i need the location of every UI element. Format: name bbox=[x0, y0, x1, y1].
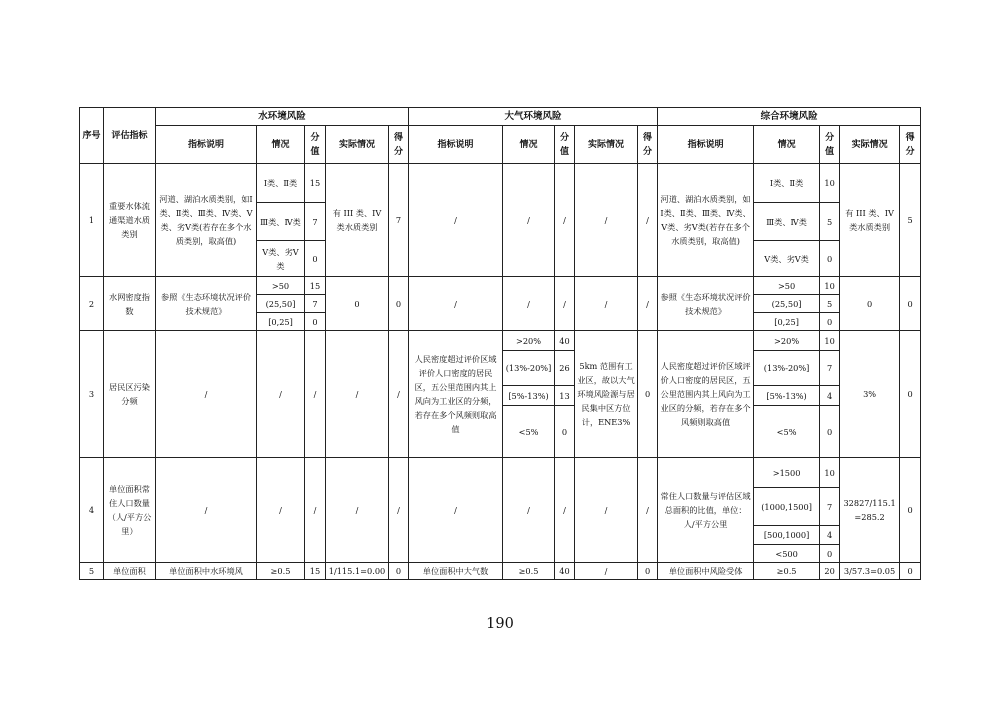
air-got: / bbox=[638, 458, 658, 563]
comb-situation: [500,1000] bbox=[754, 526, 820, 545]
comb-actual: 0 bbox=[840, 277, 900, 331]
water-score: / bbox=[305, 458, 326, 563]
air-situation: [5%-13%) bbox=[503, 386, 555, 406]
air-score: 0 bbox=[555, 406, 575, 458]
comb-got: 0 bbox=[900, 277, 921, 331]
header-comb-score: 分值 bbox=[820, 126, 840, 164]
water-actual: / bbox=[326, 458, 389, 563]
comb-situation: Ⅲ类、Ⅳ类 bbox=[754, 203, 820, 241]
air-score: 13 bbox=[555, 386, 575, 406]
risk-assessment-table bbox=[79, 107, 921, 580]
comb-desc: 参照《生态环境状况评价技术规范》 bbox=[658, 277, 754, 331]
comb-situation: Ⅰ类、Ⅱ类 bbox=[754, 164, 820, 203]
header-water-got: 得分 bbox=[389, 126, 409, 164]
air-score: / bbox=[555, 164, 575, 277]
water-score: / bbox=[305, 331, 326, 458]
air-desc: 人民密度超过评价区域评价人口密度的居民区，五公里范围内其上风向为工业区的分频，若存在多个风频则取高值 bbox=[409, 331, 503, 458]
header-water-score: 分值 bbox=[305, 126, 326, 164]
table-row bbox=[80, 277, 921, 295]
comb-score: 0 bbox=[820, 313, 840, 331]
table-row bbox=[80, 458, 921, 488]
water-situation: [0,25] bbox=[257, 313, 305, 331]
water-situation: Ⅰ类、Ⅱ类 bbox=[257, 164, 305, 203]
comb-score: 4 bbox=[820, 386, 840, 406]
water-situation: >50 bbox=[257, 277, 305, 295]
air-situation: (13%-20%] bbox=[503, 351, 555, 386]
water-actual: / bbox=[326, 331, 389, 458]
air-score: / bbox=[555, 277, 575, 331]
comb-score: 5 bbox=[820, 295, 840, 313]
air-desc: 单位面积中大气数 bbox=[409, 563, 503, 580]
header-water-actual: 实际情况 bbox=[326, 126, 389, 164]
air-desc: / bbox=[409, 277, 503, 331]
row-indicator: 单位面积常住人口数量（人/平方公里） bbox=[104, 458, 156, 563]
water-score: 7 bbox=[305, 203, 326, 241]
water-situation: / bbox=[257, 331, 305, 458]
air-score: / bbox=[555, 458, 575, 563]
air-desc: / bbox=[409, 458, 503, 563]
comb-situation: ≥0.5 bbox=[754, 563, 820, 580]
row-index: 2 bbox=[80, 277, 104, 331]
air-actual: 5km 范围有工业区，故以大气环境风险源与居民集中区方位计，ENE3% bbox=[575, 331, 638, 458]
comb-situation: (1000,1500] bbox=[754, 488, 820, 526]
comb-score: 5 bbox=[820, 203, 840, 241]
water-score: 0 bbox=[305, 313, 326, 331]
row-index: 1 bbox=[80, 164, 104, 277]
header-index: 序号 bbox=[80, 108, 104, 164]
comb-situation: <5% bbox=[754, 406, 820, 458]
comb-desc: 河道、湖泊水质类别，如Ⅰ类、Ⅱ类、Ⅲ类、Ⅳ类、Ⅴ类、劣Ⅴ类(若存在多个水质类别，取高值) bbox=[658, 164, 754, 277]
header-air-situation: 情况 bbox=[503, 126, 555, 164]
water-got: 0 bbox=[389, 563, 409, 580]
comb-situation: (13%-20%] bbox=[754, 351, 820, 386]
water-got: 7 bbox=[389, 164, 409, 277]
water-score: 15 bbox=[305, 563, 326, 580]
comb-score: 4 bbox=[820, 526, 840, 545]
comb-situation: [0,25] bbox=[754, 313, 820, 331]
water-situation: Ⅴ类、劣Ⅴ类 bbox=[257, 241, 305, 277]
header-combined-section: 综合环境风险 bbox=[658, 108, 921, 126]
comb-situation: >20% bbox=[754, 331, 820, 351]
comb-situation: >50 bbox=[754, 277, 820, 295]
air-situation: / bbox=[503, 164, 555, 277]
header-water-situation: 情况 bbox=[257, 126, 305, 164]
air-situation: >20% bbox=[503, 331, 555, 351]
comb-actual: 有 III 类、IV 类水质类别 bbox=[840, 164, 900, 277]
header-comb-situation: 情况 bbox=[754, 126, 820, 164]
water-got: / bbox=[389, 458, 409, 563]
air-actual: / bbox=[575, 563, 638, 580]
water-desc: 单位面积中水环境风 bbox=[156, 563, 257, 580]
comb-score: 7 bbox=[820, 488, 840, 526]
header-air-score: 分值 bbox=[555, 126, 575, 164]
row-index: 5 bbox=[80, 563, 104, 580]
table-row bbox=[80, 331, 921, 351]
comb-got: 0 bbox=[900, 563, 921, 580]
header-indicator: 评估指标 bbox=[104, 108, 156, 164]
header-comb-actual: 实际情况 bbox=[840, 126, 900, 164]
air-got: 0 bbox=[638, 563, 658, 580]
water-score: 7 bbox=[305, 295, 326, 313]
comb-situation: <500 bbox=[754, 545, 820, 563]
water-desc: 参照《生态环境状况评价技术规范》 bbox=[156, 277, 257, 331]
water-actual: 有 III 类、IV 类水质类别 bbox=[326, 164, 389, 277]
comb-situation: (25,50] bbox=[754, 295, 820, 313]
comb-situation: >1500 bbox=[754, 458, 820, 488]
water-actual: 1/115.1=0.00 bbox=[326, 563, 389, 580]
row-indicator: 单位面积 bbox=[104, 563, 156, 580]
comb-actual: 32827/115.1=285.2 bbox=[840, 458, 900, 563]
table-row bbox=[80, 563, 921, 580]
comb-got: 0 bbox=[900, 458, 921, 563]
air-score: 40 bbox=[555, 331, 575, 351]
water-situation: / bbox=[257, 458, 305, 563]
air-desc: / bbox=[409, 164, 503, 277]
water-situation: ≥0.5 bbox=[257, 563, 305, 580]
comb-desc: 单位面积中风险受体 bbox=[658, 563, 754, 580]
comb-got: 0 bbox=[900, 331, 921, 458]
comb-score: 10 bbox=[820, 164, 840, 203]
air-score: 26 bbox=[555, 351, 575, 386]
air-got: / bbox=[638, 277, 658, 331]
water-desc: 河道、湖泊水质类别，如Ⅰ类、Ⅱ类、Ⅲ类、Ⅳ类、Ⅴ类、劣Ⅴ类(若存在多个水质类别，取高值) bbox=[156, 164, 257, 277]
water-got: / bbox=[389, 331, 409, 458]
row-indicator: 水网密度指数 bbox=[104, 277, 156, 331]
comb-actual: 3/57.3=0.05 bbox=[840, 563, 900, 580]
header-air-actual: 实际情况 bbox=[575, 126, 638, 164]
comb-score: 0 bbox=[820, 241, 840, 277]
header-air-section: 大气环境风险 bbox=[409, 108, 658, 126]
comb-desc: 常住人口数量与评估区域总面积的比值，单位：人/平方公里 bbox=[658, 458, 754, 563]
header-row-sections bbox=[80, 108, 921, 126]
comb-situation: [5%-13%) bbox=[754, 386, 820, 406]
water-score: 15 bbox=[305, 277, 326, 295]
header-air-desc: 指标说明 bbox=[409, 126, 503, 164]
comb-score: 0 bbox=[820, 406, 840, 458]
air-got: / bbox=[638, 164, 658, 277]
water-situation: Ⅲ类、Ⅳ类 bbox=[257, 203, 305, 241]
header-air-got: 得分 bbox=[638, 126, 658, 164]
comb-desc: 人民密度超过评价区域评价人口密度的居民区，五公里范围内其上风向为工业区的分频，若存在多个风频则取高值 bbox=[658, 331, 754, 458]
comb-situation: Ⅴ类、劣Ⅴ类 bbox=[754, 241, 820, 277]
comb-score: 7 bbox=[820, 351, 840, 386]
air-actual: / bbox=[575, 458, 638, 563]
air-actual: / bbox=[575, 164, 638, 277]
water-score: 0 bbox=[305, 241, 326, 277]
water-got: 0 bbox=[389, 277, 409, 331]
row-index: 3 bbox=[80, 331, 104, 458]
row-indicator: 居民区污染分频 bbox=[104, 331, 156, 458]
row-indicator: 重要水体流通渠道水质类别 bbox=[104, 164, 156, 277]
comb-score: 10 bbox=[820, 277, 840, 295]
air-actual: / bbox=[575, 277, 638, 331]
air-situation: / bbox=[503, 458, 555, 563]
air-situation: <5% bbox=[503, 406, 555, 458]
comb-score: 0 bbox=[820, 545, 840, 563]
table-row bbox=[80, 164, 921, 203]
header-water-section: 水环境风险 bbox=[156, 108, 409, 126]
air-situation: / bbox=[503, 277, 555, 331]
header-water-desc: 指标说明 bbox=[156, 126, 257, 164]
header-row-columns bbox=[80, 126, 921, 164]
header-comb-desc: 指标说明 bbox=[658, 126, 754, 164]
page-number: 190 bbox=[486, 616, 514, 632]
water-desc: / bbox=[156, 458, 257, 563]
air-score: 40 bbox=[555, 563, 575, 580]
comb-score: 20 bbox=[820, 563, 840, 580]
water-score: 15 bbox=[305, 164, 326, 203]
row-index: 4 bbox=[80, 458, 104, 563]
comb-actual: 3% bbox=[840, 331, 900, 458]
water-desc: / bbox=[156, 331, 257, 458]
comb-got: 5 bbox=[900, 164, 921, 277]
air-situation: ≥0.5 bbox=[503, 563, 555, 580]
water-situation: (25,50] bbox=[257, 295, 305, 313]
water-actual: 0 bbox=[326, 277, 389, 331]
air-got: 0 bbox=[638, 331, 658, 458]
header-comb-got: 得分 bbox=[900, 126, 921, 164]
comb-score: 10 bbox=[820, 331, 840, 351]
comb-score: 10 bbox=[820, 458, 840, 488]
